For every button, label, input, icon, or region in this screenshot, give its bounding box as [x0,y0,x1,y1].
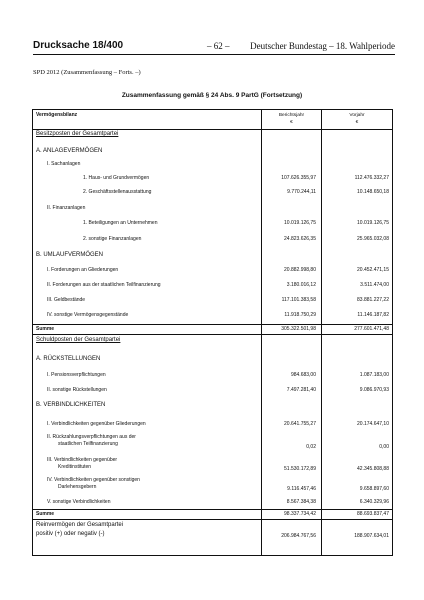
value-current: 24.823.626,35 [284,236,316,242]
value-current: 0,02 [306,444,316,450]
value-previous: 9.086.970,93 [359,387,389,393]
value-current: 7.497.281,40 [286,387,316,393]
value-previous: 3.511.474,00 [360,282,389,288]
row-label: IV. Verbindlichkeiten gegenüber sonstigen [47,477,140,483]
row-label: V. sonstige Verbindlichkeiten [47,499,111,505]
value-previous: 9.658.897,60 [359,486,389,492]
document-number: Drucksache 18/400 [33,40,124,51]
sum-line-1-top [33,324,392,325]
table-title: Zusammenfassung gemäß § 24 Abs. 9 PartG (Fortsetzung) [121,92,303,99]
financial-assets-label: II. Finanzanlagen [47,205,86,211]
row-label: II. Forderungen aus der staatlichen Teilfinanzierung [47,282,161,288]
net-assets-previous: 188.907.634,01 [354,533,389,539]
value-current: 20.882.998,80 [284,267,316,273]
row-label: 1. Beteiligungen an Unternehmen [83,220,158,226]
value-previous: 10.148.650,18 [357,189,389,195]
row-label: III. Verbindlichkeiten gegenüber [47,457,118,463]
row-label: IV. sonstige Vermögensgegenstände [47,312,129,318]
value-previous: 1.087.183,00 [359,372,389,378]
net-assets-current: 206.984.767,56 [281,533,316,539]
sum-line-2-bottom [33,519,392,520]
value-current: 107.626.355,97 [281,175,316,181]
value-current: 51.530.172,89 [284,466,316,472]
header-divider [33,129,392,130]
value-current: 984.683,00 [290,372,316,378]
value-previous: 20.452.471,15 [357,267,389,273]
net-assets-label: Reinvermögen der Gesamtpartei [36,522,124,528]
liabilities-sum-current: 98.337.734,42 [284,511,316,517]
value-previous: 83.881.227,22 [357,297,389,303]
value-current: 9.116.457,46 [287,486,316,492]
liabilities-sum-previous: 88.693.837,47 [357,511,389,517]
col-header-current-label: Berichtsjahr [278,113,305,118]
row-label: II. Rückzahlungsverpflichtungen aus der [47,434,136,440]
row-label-cont: Darlehensgebern [58,484,97,490]
row-label: 1. Haus- und Grundvermögen [83,175,150,181]
row-label-cont: staatlichen Teilfinanzierung [58,441,118,447]
value-previous: 6.340.329,96 [359,499,389,505]
provisions-heading: A. RÜCKSTELLUNGEN [36,356,101,362]
value-previous: 10.019.126,75 [357,220,389,226]
tangible-assets-label: I. Sachanlagen [47,161,81,167]
value-current: 3.180.016,12 [286,282,316,288]
col-header-current [262,112,321,126]
value-current: 20.641.755,27 [284,421,316,427]
assets-heading: Besitzposten der Gesamtpartei [36,131,119,137]
row-label: I. Verbindlichkeiten gegenüber Gliederungen [47,421,146,427]
assets-sum-previous: 277.601.471,48 [354,326,389,332]
col-header-current-currency: € [290,120,293,125]
column-divider-1 [261,110,262,555]
row-label: I. Pensionsverpflichtungen [47,372,106,378]
value-current: 10.019.126,75 [284,220,316,226]
net-assets-sign-label: positiv (+) oder negativ (-) [36,531,105,537]
value-previous: 20.174.647,10 [357,421,389,427]
row-label-cont: Kreditinstituten [58,464,92,470]
page-header [33,38,395,55]
row-label: 2. Geschäftsstellenausstattung [83,189,152,195]
row-label: 2. sonstige Finanzanlagen [83,236,142,242]
row-label: III. Geldbestände [47,297,86,303]
sum-line-2-top [33,509,392,510]
col-header-previous-currency: € [355,120,359,125]
value-previous: 25.965.032,08 [357,236,389,242]
value-previous: 112.476.332,27 [354,175,389,181]
row-label: II. sonstige Rückstellungen [47,387,107,393]
assets-sum-current: 305.322.501,98 [281,326,316,332]
balance-table [32,109,393,556]
column-divider-2 [321,110,322,555]
value-previous: 11.146.187,82 [357,312,389,318]
value-previous: 42.345.808,88 [357,466,389,472]
table-head-label: Vermögensbilanz [36,112,78,118]
party-line: SPD 2012 (Zusammenfassung – Forts. –) [33,69,141,76]
sum-line-1-bottom [33,334,392,335]
assets-sum-label: Summe [36,326,55,332]
fixed-assets-heading: A. ANLAGEVERMÖGEN [36,148,103,154]
page-number: – 62 – [207,41,230,51]
value-current: 117.101.383,58 [281,297,316,303]
value-current: 9.770.244,11 [287,189,316,195]
row-label: I. Forderungen an Gliederungen [47,267,119,273]
current-assets-heading: B. UMLAUFVERMÖGEN [36,252,104,258]
value-previous: 0,00 [379,444,389,450]
value-current: 8.567.384,38 [286,499,316,505]
liabilities-heading: Schuldposten der Gesamtpartei [36,337,121,343]
col-header-previous-label: Vorjahr [349,113,365,118]
liabilities-sum-label: Summe [36,511,55,517]
col-header-previous [322,112,392,126]
publisher-line: Deutscher Bundestag – 18. Wahlperiode [250,41,395,51]
value-current: 11.918.750,29 [284,312,316,318]
liabilities-subheading: B. VERBINDLICHKEITEN [36,402,106,408]
